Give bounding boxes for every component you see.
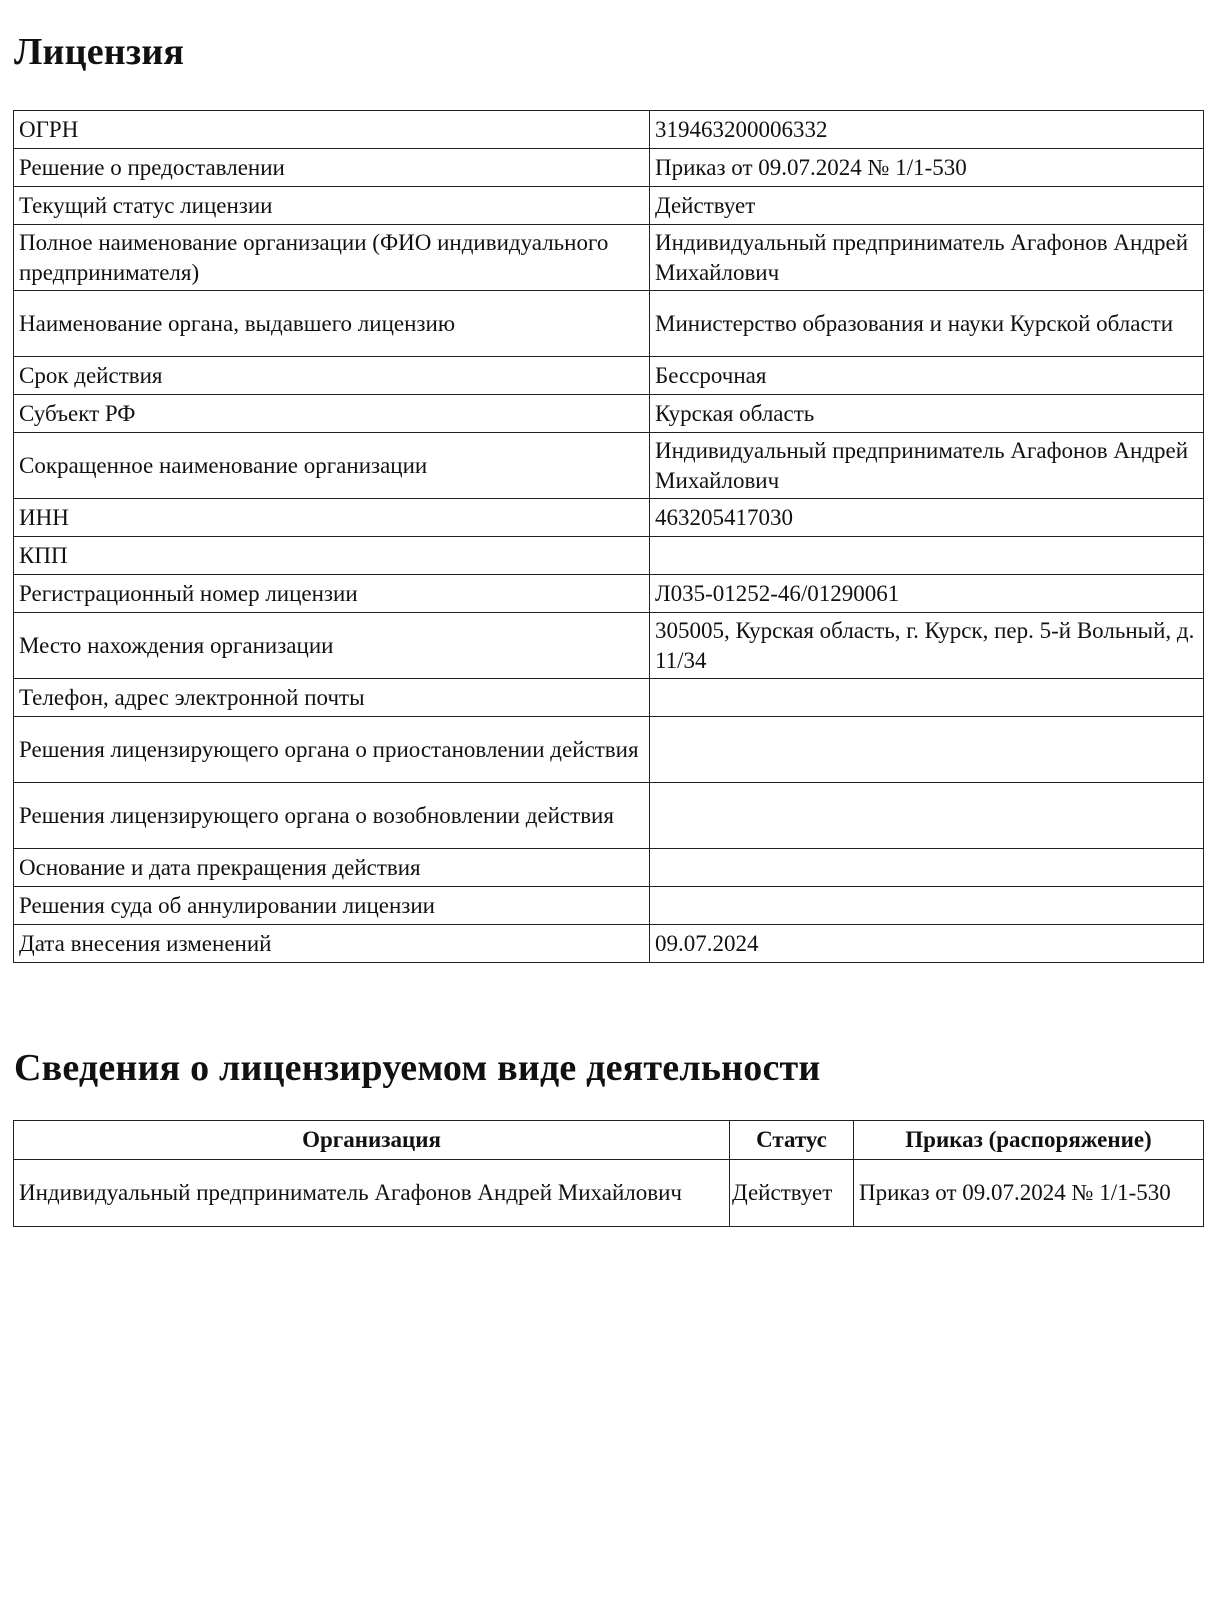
license-details-table xyxy=(13,110,1204,963)
license-heading: Лицензия xyxy=(14,31,185,73)
field-label: Основание и дата прекращения действия xyxy=(14,849,650,887)
field-value xyxy=(650,717,1204,783)
table-row-court-decisions xyxy=(14,887,1204,925)
field-label: Субъект РФ xyxy=(14,395,650,433)
field-value: Курская область xyxy=(650,395,1204,433)
table-row-region xyxy=(14,395,1204,433)
table-row xyxy=(14,1160,1204,1227)
activity-status: Действует xyxy=(730,1160,854,1227)
table-row-contacts xyxy=(14,679,1204,717)
activity-order: Приказ от 09.07.2024 № 1/1-530 xyxy=(854,1160,1204,1227)
table-row-short-name xyxy=(14,433,1204,499)
table-row-decision xyxy=(14,149,1204,187)
table-row-status xyxy=(14,187,1204,225)
table-row-suspension xyxy=(14,717,1204,783)
field-label: ИНН xyxy=(14,499,650,537)
field-label: Срок действия xyxy=(14,357,650,395)
activity-organization: Индивидуальный предприниматель Агафонов Андрей Михайлович xyxy=(14,1160,730,1227)
column-header-order: Приказ (распоряжение) xyxy=(854,1121,1204,1160)
field-value xyxy=(650,849,1204,887)
activity-table xyxy=(13,1120,1204,1227)
field-value: 305005, Курская область, г. Курск, пер. 5-й Вольный, д. 11/34 xyxy=(650,613,1204,679)
field-label: Дата внесения изменений xyxy=(14,925,650,963)
field-label: Регистрационный номер лицензии xyxy=(14,575,650,613)
table-row-renewal xyxy=(14,783,1204,849)
field-value: Индивидуальный предприниматель Агафонов Андрей Михайлович xyxy=(650,433,1204,499)
field-value: 319463200006332 xyxy=(650,111,1204,149)
table-row-registration-number xyxy=(14,575,1204,613)
table-row-termination xyxy=(14,849,1204,887)
field-value: Л035-01252-46/01290061 xyxy=(650,575,1204,613)
field-label: Решения лицензирующего органа о возобновлении действия xyxy=(14,783,650,849)
table-header-row xyxy=(14,1121,1204,1160)
field-label: Решение о предоставлении xyxy=(14,149,650,187)
field-label: КПП xyxy=(14,537,650,575)
field-value xyxy=(650,783,1204,849)
table-row-full-name xyxy=(14,225,1204,291)
field-label: Полное наименование организации (ФИО индивидуального предпринимателя) xyxy=(14,225,650,291)
column-header-status: Статус xyxy=(730,1121,854,1160)
table-row-kpp xyxy=(14,537,1204,575)
field-value: 09.07.2024 xyxy=(650,925,1204,963)
field-label: Решения лицензирующего органа о приостановлении действия xyxy=(14,717,650,783)
table-row-address xyxy=(14,613,1204,679)
field-label: Место нахождения организации xyxy=(14,613,650,679)
field-label: Телефон, адрес электронной почты xyxy=(14,679,650,717)
field-value: Бессрочная xyxy=(650,357,1204,395)
field-value: Действует xyxy=(650,187,1204,225)
field-value: Приказ от 09.07.2024 № 1/1-530 xyxy=(650,149,1204,187)
field-label: Текущий статус лицензии xyxy=(14,187,650,225)
field-label: Сокращенное наименование организации xyxy=(14,433,650,499)
field-label: Решения суда об аннулировании лицензии xyxy=(14,887,650,925)
field-label: ОГРН xyxy=(14,111,650,149)
field-value xyxy=(650,887,1204,925)
field-value: 463205417030 xyxy=(650,499,1204,537)
table-row-change-date xyxy=(14,925,1204,963)
table-row-validity xyxy=(14,357,1204,395)
field-value xyxy=(650,537,1204,575)
activity-heading: Сведения о лицензируемом виде деятельности xyxy=(14,1047,821,1089)
table-row-ogrn xyxy=(14,111,1204,149)
table-row-inn xyxy=(14,499,1204,537)
field-label: Наименование органа, выдавшего лицензию xyxy=(14,291,650,357)
field-value xyxy=(650,679,1204,717)
column-header-organization: Организация xyxy=(14,1121,730,1160)
table-row-issuing-authority xyxy=(14,291,1204,357)
field-value: Индивидуальный предприниматель Агафонов Андрей Михайлович xyxy=(650,225,1204,291)
field-value: Министерство образования и науки Курской области xyxy=(650,291,1204,357)
